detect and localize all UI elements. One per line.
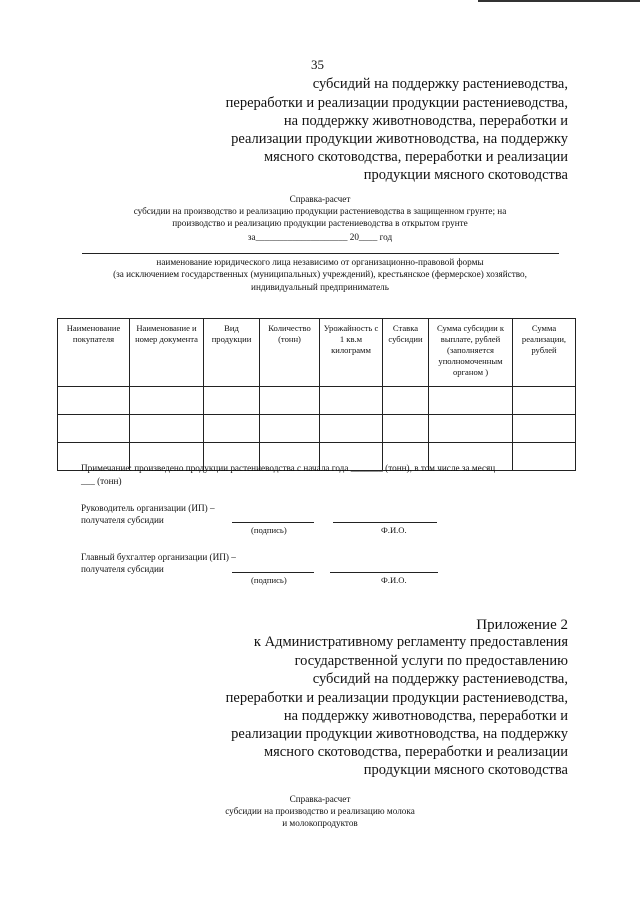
head-fio-caption: Ф.И.О. xyxy=(381,525,407,535)
head-fio-line xyxy=(333,522,437,523)
section2-heading-line-8: продукции мясного скотоводства xyxy=(363,762,568,778)
table-cell xyxy=(58,415,130,443)
section2-heading-line-4: переработки и реализации продукции растениеводства, xyxy=(225,690,568,706)
accountant-signature-line xyxy=(232,572,314,573)
section2-heading-line-6: реализации продукции животноводства, на поддержку xyxy=(231,726,568,742)
table-row xyxy=(58,387,576,415)
form1-subtitle-line-1: субсидии на производство и реализацию продукции растениеводства в защищенном грунте; на xyxy=(133,206,507,216)
table-cell xyxy=(429,387,513,415)
table-cell xyxy=(204,387,260,415)
column-header: Количество (тонн) xyxy=(260,319,320,387)
section1-heading-line-6: продукции мясного скотоводства xyxy=(363,167,568,183)
production-note-line-2: ___ (тонн) xyxy=(81,476,122,486)
section1-heading-line-3: на поддержку животноводства, переработки и xyxy=(283,113,568,129)
table-cell xyxy=(513,443,576,471)
form1-title: Справка-расчет xyxy=(289,194,351,204)
form2-subtitle-line-2: и молокопродуктов xyxy=(282,818,358,828)
column-header: Ставка субсидии xyxy=(383,319,429,387)
column-header: Наименование покупателя xyxy=(58,319,130,387)
table-cell xyxy=(513,415,576,443)
accountant-label-line-1: Главный бухгалтер организации (ИП) – xyxy=(81,552,236,562)
section2-heading-line-1: к Административному регламенту предоставления xyxy=(253,634,568,650)
production-note-line-1: Примечание: произведено продукции растениеводства с начала года _______ (тонн), в том числе за месяц xyxy=(81,463,496,473)
form2-subtitle-line-1: субсидии на производство и реализацию молока xyxy=(225,806,415,816)
table-cell xyxy=(130,387,204,415)
table-row xyxy=(58,415,576,443)
section2-heading-line-7: мясного скотоводства, переработки и реализации xyxy=(263,744,568,760)
table-cell xyxy=(429,415,513,443)
org-caption-line-3: индивидуальный предприниматель xyxy=(251,282,389,292)
appendix-title: Приложение 2 xyxy=(476,617,568,633)
section2-heading-line-2: государственной услуги по предоставлению xyxy=(294,653,568,669)
top-edge-rule xyxy=(478,0,640,2)
accountant-label-line-2: получателя субсидии xyxy=(81,564,164,574)
subsidy-table xyxy=(57,318,576,471)
table-cell xyxy=(513,387,576,415)
org-caption-line-2: (за исключением государственных (муниципальных) учреждений), крестьянское (фермерское) хозяйство, xyxy=(113,269,527,279)
column-header: Наименование и номер документа xyxy=(130,319,204,387)
section1-heading-line-1: субсидий на поддержку растениеводства, xyxy=(312,76,568,92)
table-cell xyxy=(204,415,260,443)
head-signature-line xyxy=(232,522,314,523)
table-cell xyxy=(320,387,383,415)
table-cell xyxy=(260,387,320,415)
table-header-row xyxy=(58,319,576,387)
head-label-line-2: получателя субсидии xyxy=(81,515,164,525)
table-cell xyxy=(383,415,429,443)
table-cell xyxy=(260,415,320,443)
column-header: Сумма реализации, рублей xyxy=(513,319,576,387)
head-signature-caption: (подпись) xyxy=(251,525,287,535)
section1-heading-line-5: мясного скотоводства, переработки и реализации xyxy=(263,149,568,165)
org-caption-line-1: наименование юридического лица независимо от организационно-правовой формы xyxy=(156,257,484,267)
page-number: 35 xyxy=(311,57,324,72)
section1-heading-line-2: переработки и реализации продукции растениеводства, xyxy=(225,95,568,111)
section2-heading-line-5: на поддержку животноводства, переработки и xyxy=(283,708,568,724)
accountant-fio-caption: Ф.И.О. xyxy=(381,575,407,585)
column-header: Сумма субсидии к выплате, рублей (заполняется уполномоченным органом ) xyxy=(429,319,513,387)
column-header: Вид продукции xyxy=(204,319,260,387)
table-cell xyxy=(130,415,204,443)
organization-name-line xyxy=(82,253,559,254)
table-cell xyxy=(383,387,429,415)
column-header: Урожайность с 1 кв.м килограмм xyxy=(320,319,383,387)
form1-period-line: за____________________ 20____ год xyxy=(247,232,393,242)
table-cell xyxy=(58,387,130,415)
section2-heading-line-3: субсидий на поддержку растениеводства, xyxy=(312,671,568,687)
form2-title: Справка-расчет xyxy=(289,794,351,804)
accountant-fio-line xyxy=(330,572,438,573)
accountant-signature-caption: (подпись) xyxy=(251,575,287,585)
section1-heading-line-4: реализации продукции животноводства, на поддержку xyxy=(231,131,568,147)
table-cell xyxy=(320,415,383,443)
form1-subtitle-line-2: производство и реализацию продукции растениеводства в открытом грунте xyxy=(172,218,468,228)
head-label-line-1: Руководитель организации (ИП) – xyxy=(81,503,215,513)
